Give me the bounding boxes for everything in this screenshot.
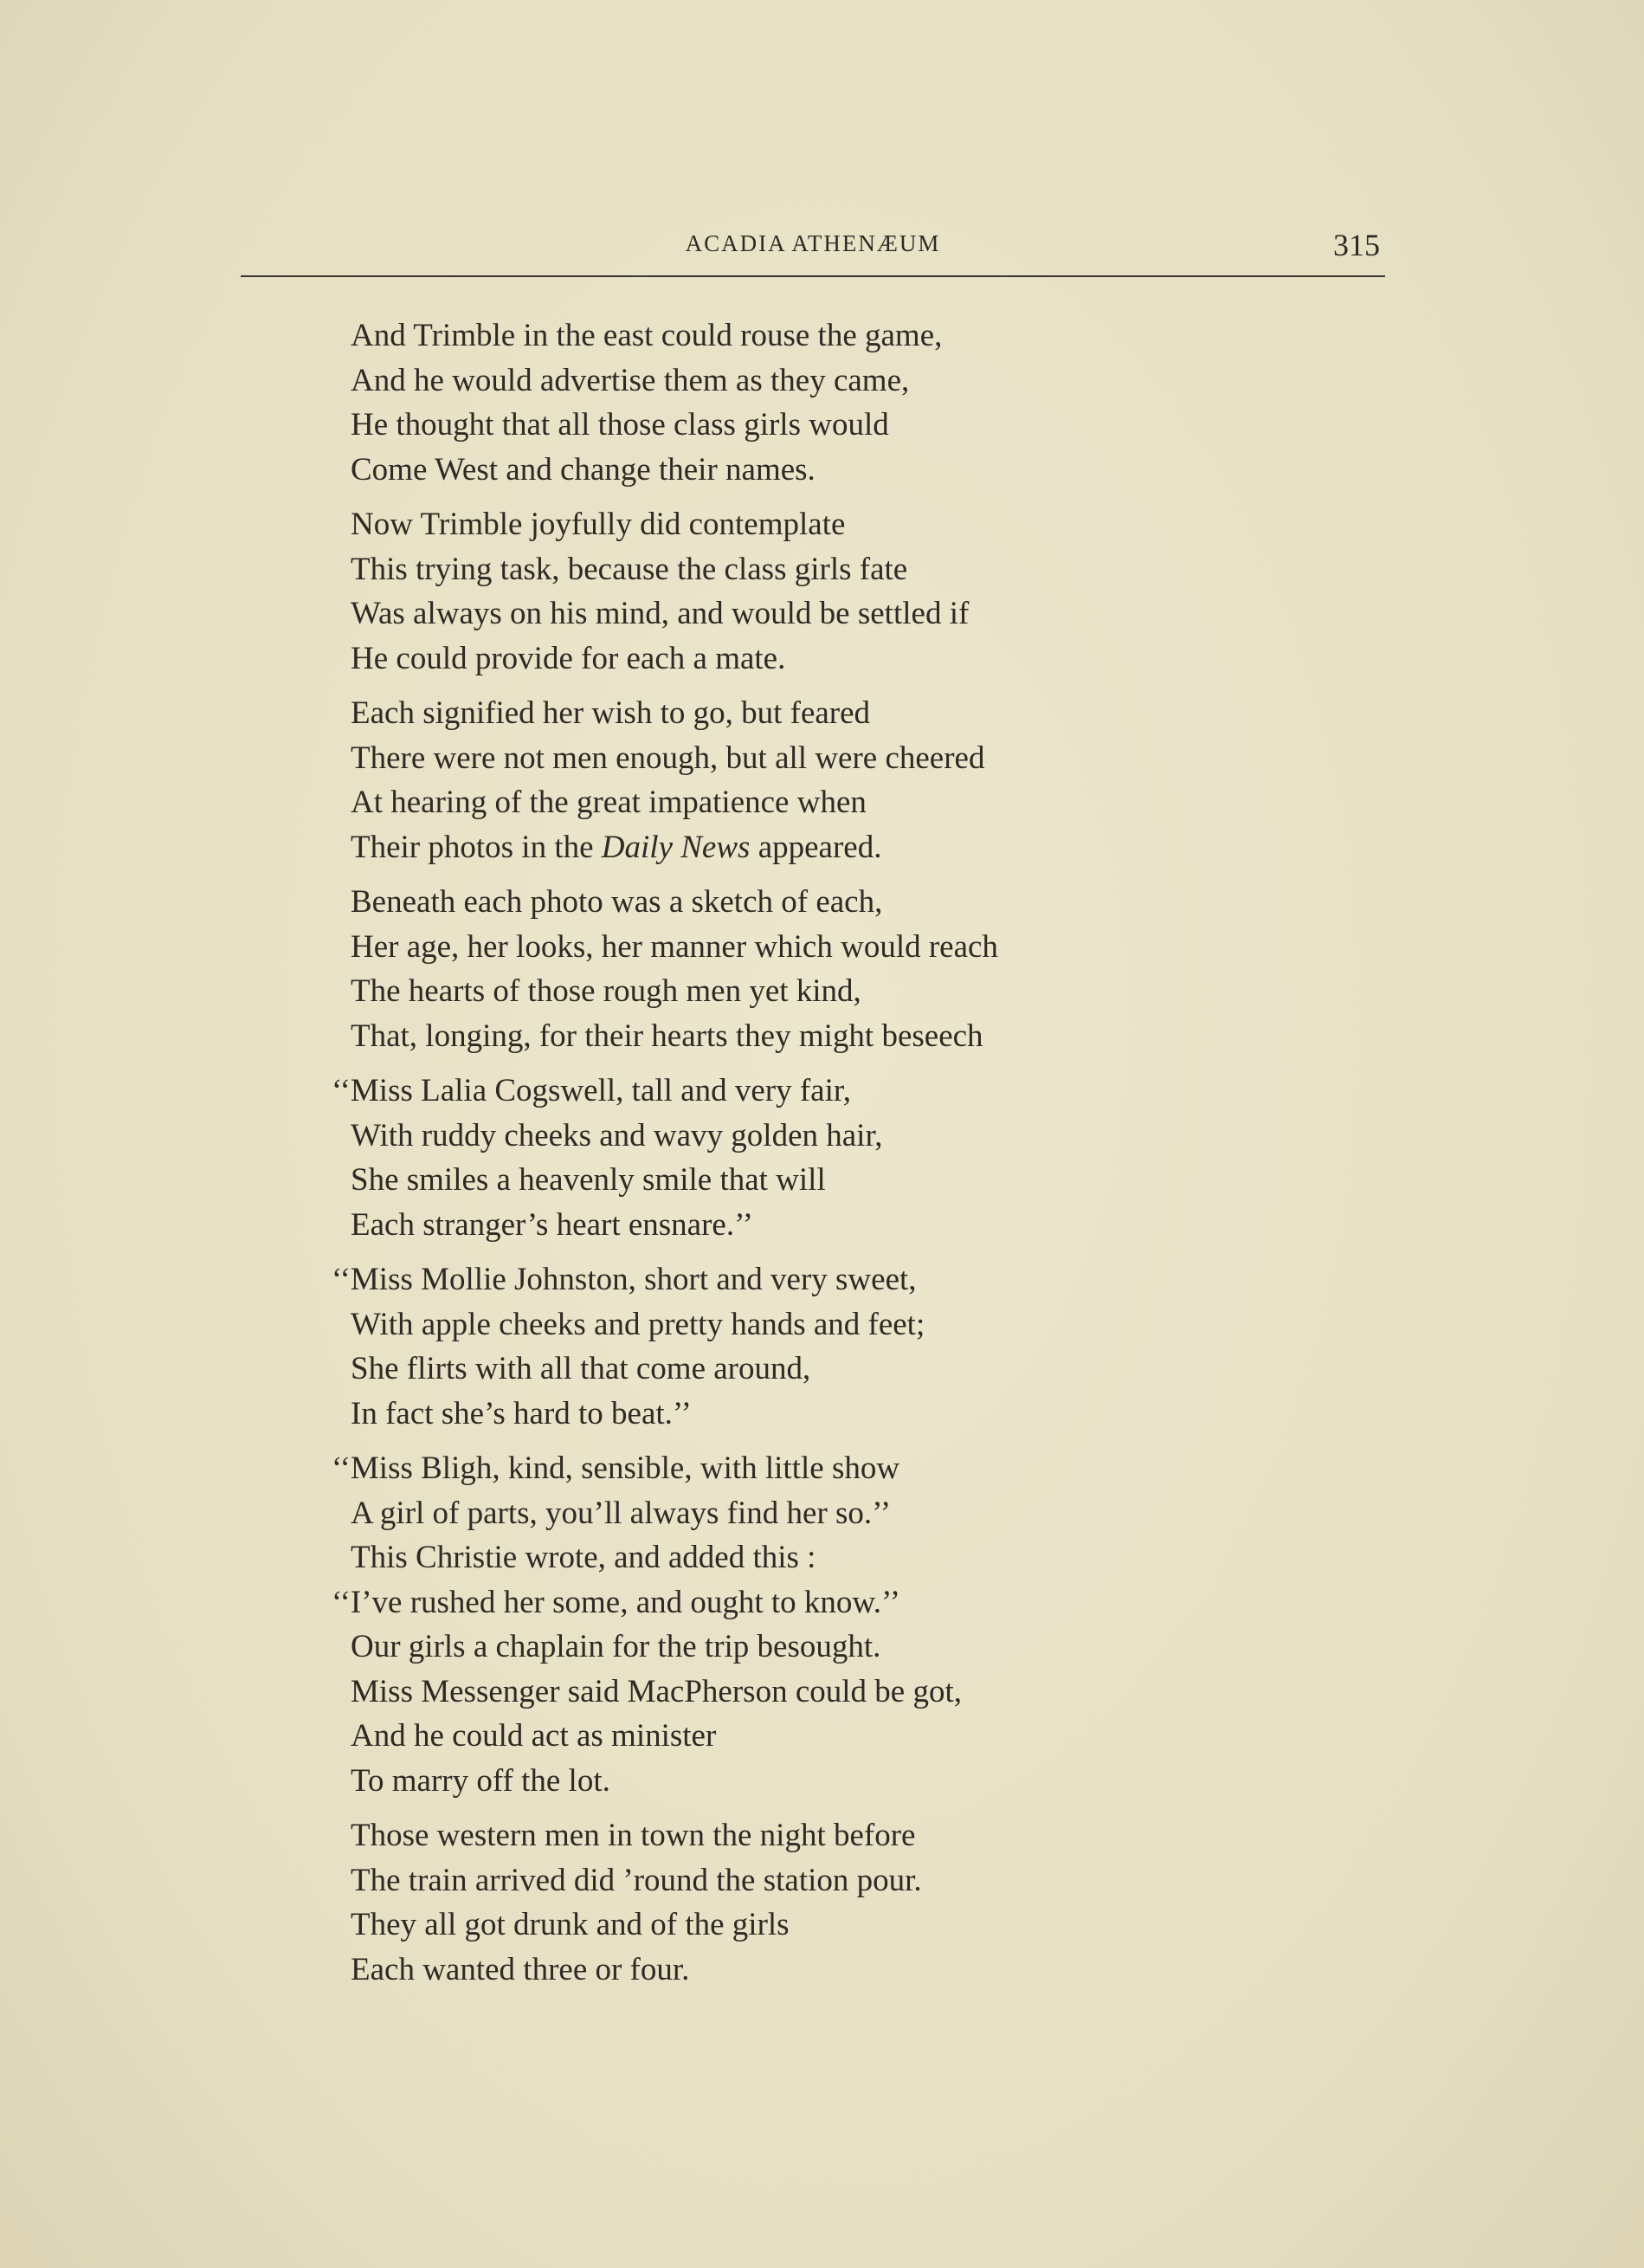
poem-line-text: Their photos in the	[351, 829, 602, 865]
poem-line: With apple cheeks and pretty hands and feet;	[351, 1306, 925, 1342]
poem-line: Each stranger’s heart ensnare.’’	[351, 1206, 753, 1243]
poem-line: And he would advertise them as they came,	[351, 362, 910, 398]
poem-line: She smiles a heavenly smile that will	[351, 1162, 826, 1198]
poem-line: Come West and change their names.	[351, 451, 816, 488]
stanza	[351, 691, 1389, 869]
stanza	[351, 1813, 1389, 1992]
poem-line: That, longing, for their hearts they might beseech	[351, 1018, 983, 1054]
stanza	[332, 1257, 1389, 1436]
poem-line: Miss Messenger said MacPherson could be got,	[351, 1673, 962, 1709]
page-header	[241, 227, 1385, 277]
poem-line: And Trimble in the east could rouse the game,	[351, 318, 943, 353]
page-number: 315	[1333, 228, 1380, 262]
poem	[332, 313, 1389, 2002]
poem-line: Beneath each photo was a sketch of each,	[351, 884, 883, 920]
stanza	[351, 1625, 1389, 1803]
stanza	[332, 1069, 1389, 1247]
poem-line: Our girls a chaplain for the trip besought.	[351, 1629, 881, 1664]
poem-line: At hearing of the great impatience when	[351, 785, 867, 820]
poem-line: ‘‘I’ve rushed her some, and ought to know.’’	[332, 1584, 900, 1620]
poem-line: ‘‘Miss Lalia Cogswell, tall and very fair,	[332, 1073, 851, 1108]
poem-line: This Christie wrote, and added this :	[351, 1540, 816, 1575]
stanza	[351, 880, 1389, 1058]
poem-line	[351, 825, 1389, 870]
poem-line-text: appeared.	[750, 829, 882, 865]
poem-line: She flirts with all that come around,	[351, 1351, 811, 1386]
poem-line: ‘‘Miss Bligh, kind, sensible, with little show	[332, 1451, 900, 1486]
poem-line: The train arrived did ’round the station pour.	[351, 1862, 922, 1898]
poem-line: In fact she’s hard to beat.’’	[351, 1395, 692, 1431]
poem-line: There were not men enough, but all were cheered	[351, 740, 985, 776]
poem-line: And he could act as minister	[351, 1718, 717, 1754]
stanza	[351, 313, 1389, 492]
poem-line: This trying task, because the class girls fate	[351, 551, 908, 587]
poem-line: With ruddy cheeks and wavy golden hair,	[351, 1117, 883, 1153]
poem-line: Was always on his mind, and would be settled if	[351, 596, 970, 631]
poem-line: A girl of parts, you’ll always find her so.’’	[351, 1495, 892, 1531]
poem-line: ‘‘Miss Mollie Johnston, short and very sweet,	[332, 1262, 917, 1297]
poem-line: To marry off the lot.	[351, 1762, 610, 1799]
poem-line: Those western men in town the night before	[351, 1818, 916, 1853]
stanza	[332, 1446, 1389, 1625]
running-title: ACADIA ATHENÆUM	[685, 230, 941, 256]
newspaper-title: Daily News	[601, 829, 751, 865]
poem-line: He could provide for each a mate.	[351, 640, 786, 676]
poem-line: Her age, her looks, her manner which would reach	[351, 928, 998, 965]
stanza	[351, 502, 1389, 681]
poem-line: He thought that all those class girls would	[351, 407, 889, 443]
poem-line: Each wanted three or four.	[351, 1951, 690, 1987]
poem-line: The hearts of those rough men yet kind,	[351, 973, 861, 1009]
poem-line: Each signified her wish to go, but feared	[351, 695, 871, 731]
poem-line: They all got drunk and of the girls	[351, 1907, 790, 1942]
poem-line: Now Trimble joyfully did contemplate	[351, 507, 846, 542]
